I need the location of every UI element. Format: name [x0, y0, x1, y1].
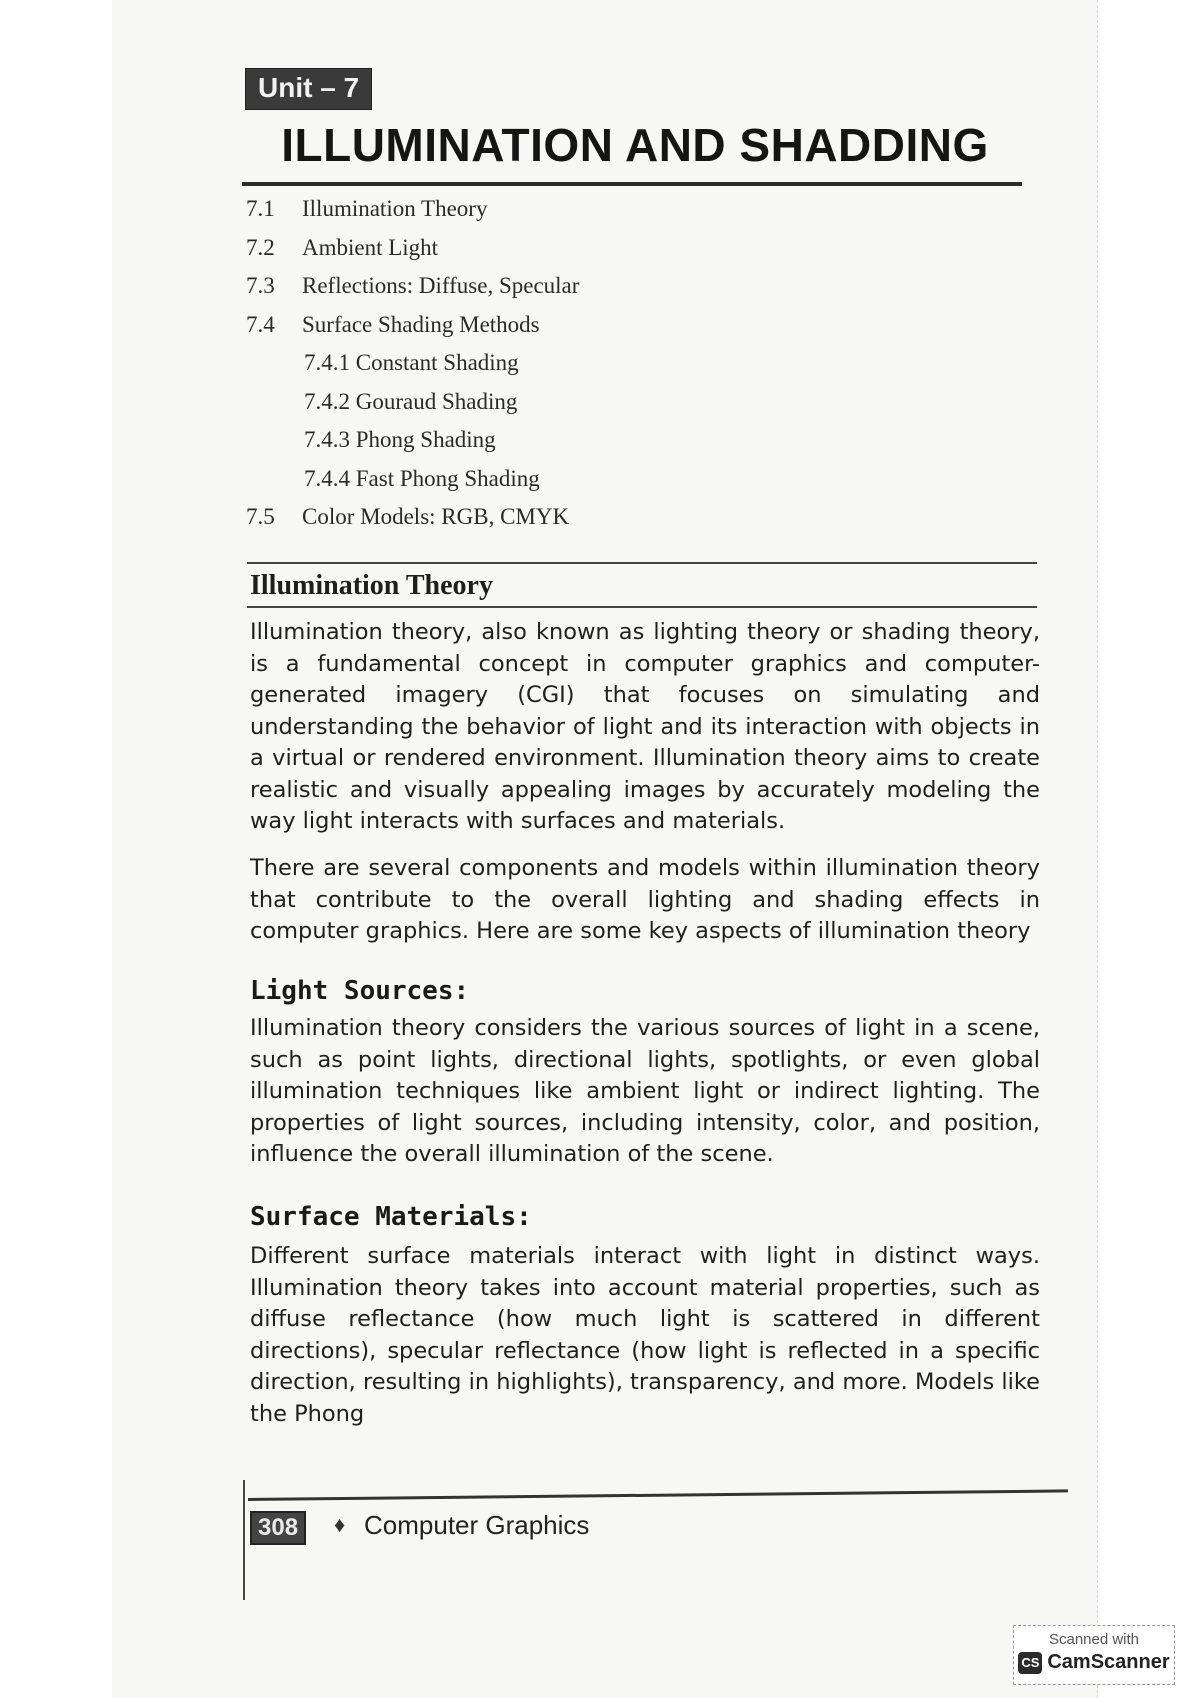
toc-text: 7.4.3 Phong Shading [304, 427, 496, 452]
toc-number: 7.2 [246, 234, 275, 260]
scanner-watermark [1013, 1625, 1175, 1685]
toc-subitem [246, 460, 1006, 499]
light-sources-heading: Light Sources: [250, 976, 470, 1006]
aspects-paragraph: There are several components and models within illumination theory that contribute to the overall lighting and shading effects in computer graphics. Here are some key aspects of illumination theory [250, 855, 1040, 944]
toc-item [246, 190, 1006, 229]
toc-text: Surface Shading Methods [302, 311, 540, 337]
toc-text: 7.4.1 Constant Shading [304, 350, 519, 375]
toc-item [246, 306, 1006, 345]
toc-item [246, 229, 1006, 268]
toc-text: Ambient Light [302, 234, 439, 260]
camscanner-logo-icon: CS [1018, 1652, 1042, 1674]
unit-badge: Unit – 7 [245, 68, 372, 110]
section-divider-top [247, 562, 1037, 564]
surface-materials-heading: Surface Materials: [250, 1202, 532, 1232]
scanner-caption: Scanned with [1048, 1631, 1140, 1648]
page-number: 308 [250, 1511, 306, 1545]
toc-text: Illumination Theory [302, 196, 488, 221]
surface-materials-paragraph: Different surface materials interact with light in distinct ways. Illumination theory takes into account material properties, such as diffuse reflectance (how much light is scattered in different directions), specular reflectance (how light is reflected in a specific direction, resulting in highlights), transparency, and more. Models like the Phong [250, 1243, 1040, 1427]
toc-subitem [246, 421, 1006, 460]
book-title: Computer Graphics [364, 1510, 590, 1540]
section-divider-bottom [247, 606, 1037, 608]
toc-subitem [246, 344, 1006, 383]
chapter-title: ILLUMINATION AND SHADDING [281, 119, 989, 171]
light-sources-paragraph: Illumination theory considers the various sources of light in a scene, such as point lights, directional lights, spotlights, or even global illumination techniques like ambient light or indirect lighting. The properties of light sources, including intensity, color, and position, influence the overall illumination of the scene. [250, 1015, 1040, 1167]
toc-number: 7.4 [246, 311, 275, 337]
table-of-contents [246, 190, 1006, 537]
title-divider [242, 182, 1022, 186]
toc-text: Reflections: Diffuse, Specular [302, 273, 580, 298]
toc-number: 7.3 [246, 273, 275, 298]
toc-text: Color Models: RGB, CMYK [302, 504, 570, 529]
diamond-icon: ♦ [334, 1512, 346, 1537]
section-heading: Illumination Theory [250, 570, 493, 601]
toc-number: 7.1 [246, 196, 275, 221]
footer-margin-line [243, 1480, 245, 1600]
intro-paragraph: Illumination theory, also known as lighting theory or shading theory, is a fundamental concept in computer graphics and computer-generated imagery (CGI) that focuses on simulating and understanding the behavior of light and its interaction with objects in a virtual or rendered environment. Illumination theory aims to create realistic and visually appealing images by accurately modeling the way light interacts with surfaces and materials. [250, 619, 1040, 834]
toc-number: 7.5 [246, 504, 275, 529]
scanner-brand: CamScanner [1047, 1651, 1170, 1673]
toc-text: 7.4.4 Fast Phong Shading [304, 465, 540, 491]
toc-text: 7.4.2 Gouraud Shading [304, 388, 518, 414]
toc-subitem [246, 383, 1006, 422]
toc-item [246, 267, 1006, 306]
toc-item [246, 498, 1006, 537]
